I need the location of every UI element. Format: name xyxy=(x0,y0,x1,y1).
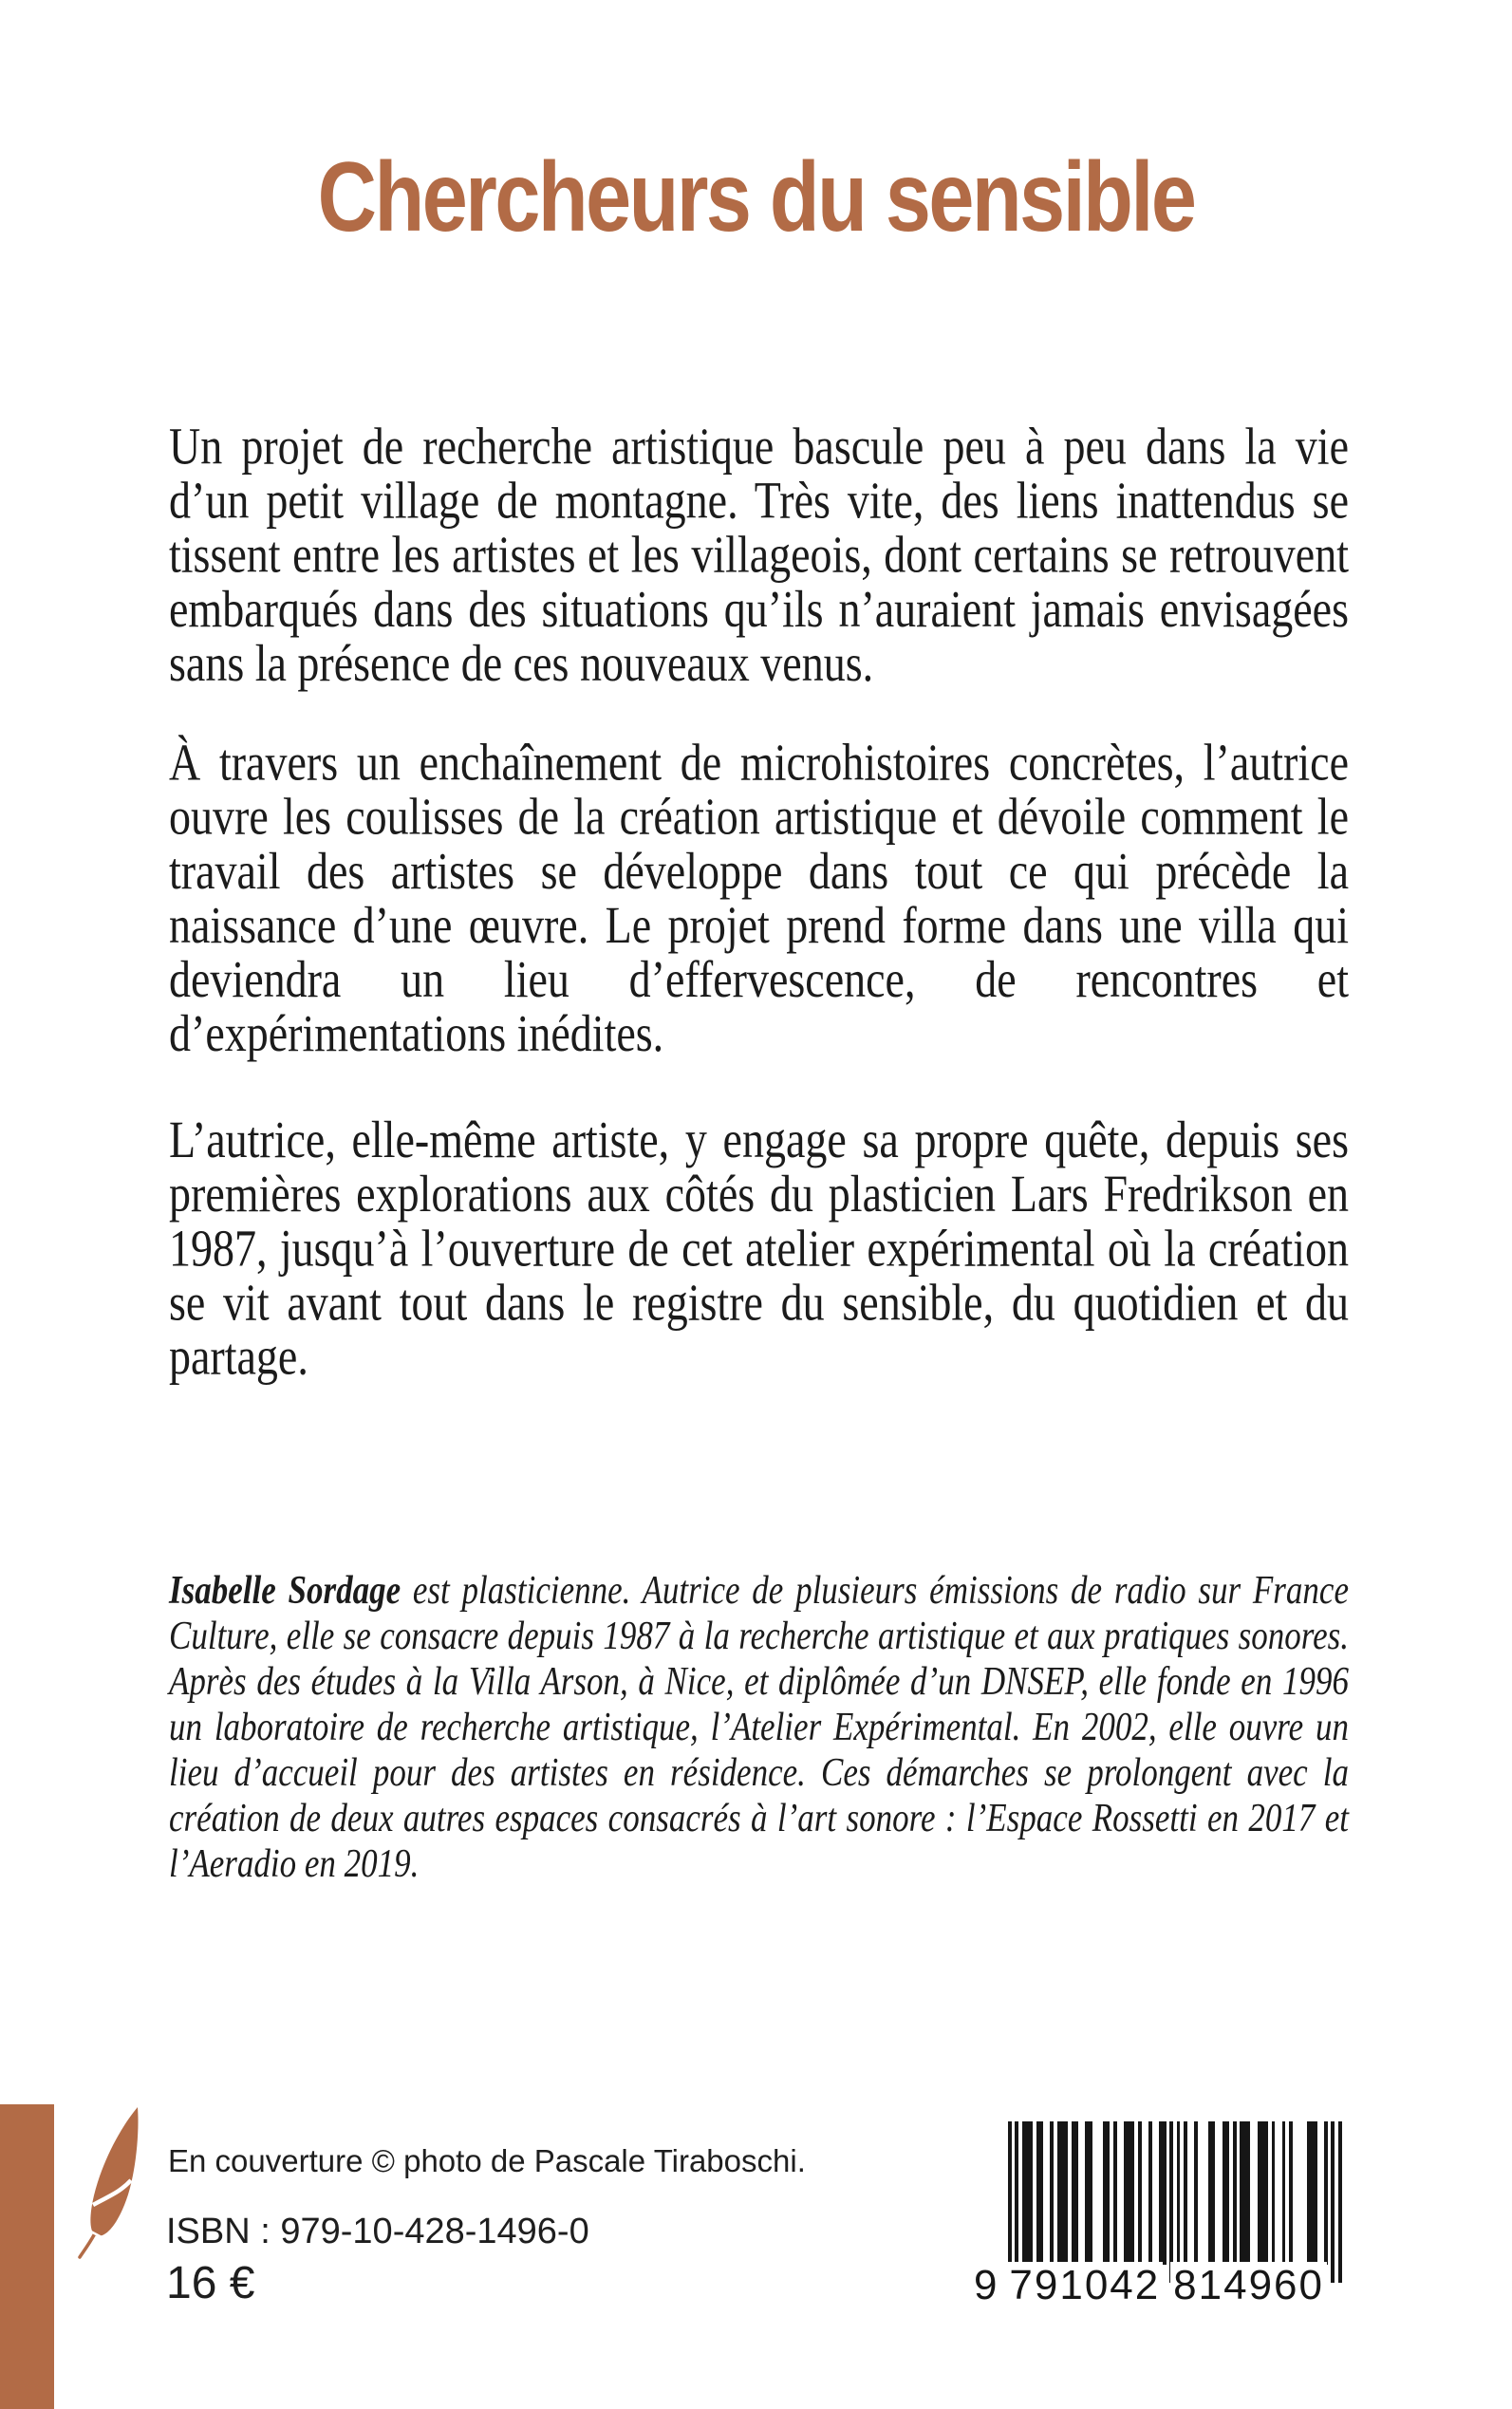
barcode xyxy=(974,2121,1342,2311)
barcode-number xyxy=(974,2262,1327,2309)
spine-accent-bar xyxy=(0,2104,54,2409)
feather-logo-icon xyxy=(74,2105,144,2259)
barcode-bars xyxy=(1008,2121,1342,2283)
barcode-number-group: 9 xyxy=(974,2262,999,2308)
isbn-text: ISBN : 979-10-428-1496-0 xyxy=(166,2212,589,2251)
author-bio-text: est plasticienne. Autrice de plusieurs émissions de radio sur France Culture, elle se consacre depuis 1987 à la recherche artistique et aux pratiques sonores. Après des études à la Villa Arson, à Nice, et diplômée d’un DNSEP, elle fonde en 1996 un laboratoire de recherche artistique, l’Atelier Expérimental. En 2002, elle ouvre un lieu d’accueil pour des artistes en résidence. Ces démarches se prolongent avec la création de deux autres espaces consacrés à l’art sonore : l’Espace Rossetti en 2017 et l’Aeradio en 2019. xyxy=(169,1568,1349,1886)
author-name: Isabelle Sordage xyxy=(169,1568,401,1613)
cover-credit: En couverture © photo de Pascale Tiraboschi. xyxy=(168,2143,806,2178)
synopsis-paragraph-1: Un projet de recherche artistique bascule peu à peu dans la vie d’un petit village de montagne. Très vite, des liens inattendus se tissent entre les artistes et les villageois, dont certains se retrouvent embarqués dans des situations qu’ils n’auraient jamais envisagées sans la présence de ces nouveaux venus. xyxy=(169,417,1349,692)
synopsis xyxy=(169,417,1349,1386)
author-bio-paragraph xyxy=(169,1568,1349,1887)
synopsis-paragraph-2: À travers un enchaînement de microhistoires concrètes, l’autrice ouvre les coulisses de la création artistique et dévoile comment le travail des artistes se développe dans tout ce qui précède la naissance d’une œuvre. Le projet prend forme dans une villa qui deviendra un lieu d’effervescence, de rencontres et d’expérimentations inédites. xyxy=(169,733,1349,1063)
barcode-number-group: 814960 xyxy=(1170,2262,1327,2309)
author-bio xyxy=(169,1568,1349,1887)
barcode-number-group: 791042 xyxy=(1006,2262,1163,2309)
book-title xyxy=(0,142,1512,252)
book-title-text: Chercheurs du sensible xyxy=(317,142,1195,252)
synopsis-paragraph-3: L’autrice, elle-même artiste, y engage sa propre quête, depuis ses premières explorations aux côtés du plasticien Lars Fredrikson en 1987, jusqu’à l’ouverture de cet atelier expérimental où la création se vit avant tout dans le registre du sensible, du quotidien et du partage. xyxy=(169,1111,1349,1386)
price-text: 16 € xyxy=(166,2258,255,2308)
